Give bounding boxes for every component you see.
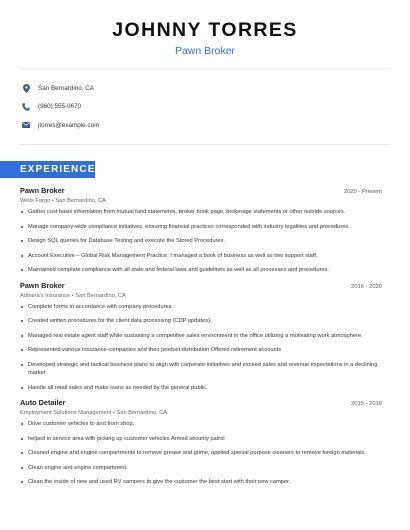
job-bullet: helped in service area with picking up customer vehicles Armed security patrol xyxy=(20,435,382,444)
contact-phone-text: (960) 555-0670 xyxy=(38,103,82,110)
job-bullet: Clean the inside of new and used RV campers to give the customer the best start with their new camper. xyxy=(20,478,382,487)
job-entry xyxy=(20,186,382,275)
job-bullet: Managed real estate agent staff while sustaining a competitive sales environment in the office utilizing a motivating work atmosphere. xyxy=(20,332,382,341)
job-bullet: Complete forms in accordance with company procedures. xyxy=(20,303,382,312)
job-title: Pawn Broker xyxy=(20,280,65,290)
job-bullet: Drive customer vehicles to and from shop. xyxy=(20,420,382,429)
job-bullets xyxy=(20,420,382,487)
envelope-icon xyxy=(22,121,30,130)
job-bullet: Account Executive – Global Risk Management Practice; I managed a book of business as well as two support staff. xyxy=(20,252,382,261)
resume-header xyxy=(0,0,410,57)
job-dates: 2016 - 2020 xyxy=(351,283,382,290)
job-bullets xyxy=(20,303,382,393)
experience-heading: EXPERIENCE xyxy=(0,161,95,178)
job-bullet: Created written procedures for the client data processing (CDP updates). xyxy=(20,317,382,326)
contact-list xyxy=(0,69,410,134)
contact-email xyxy=(20,116,410,134)
contact-divider xyxy=(20,144,390,145)
job-title: Auto Detailer xyxy=(20,398,66,407)
job-company-location: Employment Solutions Management • San Bernardino, CA xyxy=(20,410,168,416)
job-bullet: Represented various insurance companies and their product distribution Offered retirement accounts xyxy=(20,346,382,355)
experience-list xyxy=(0,186,410,487)
job-bullets xyxy=(20,208,382,275)
job-bullet: Handle all retail sales and make loans as needed by the general public. xyxy=(20,384,382,393)
contact-phone xyxy=(20,98,410,116)
job-bullet: Developed strategic and tactical business plans to align with corporate initiatives and exceed sales and revenue expectations in a declining market. xyxy=(20,361,382,378)
job-bullet: Design SQL queries for Database Testing and execute the Stored Procedures. xyxy=(20,237,382,246)
job-bullet: Gather cost basis information from mutual fund statements, broker book page, brokerage statements or other outside sources. xyxy=(20,208,382,217)
job-bullet: Clean engine and engine compartment. xyxy=(20,464,382,473)
phone-icon xyxy=(22,102,30,111)
contact-email-text: jtorres@example.com xyxy=(38,121,100,129)
location-pin-icon xyxy=(22,84,30,93)
candidate-title: Pawn Broker xyxy=(174,45,236,57)
job-bullet: Cleaned engine and engine compartments to remove grease and grime, applied special purpose cleaners to remove foreign materials. xyxy=(20,449,382,458)
contact-location xyxy=(20,79,410,97)
job-bullet: Maintained complete compliance with all state and federal laws and guidelines as well as all processes and procedures. xyxy=(20,266,382,275)
job-title: Pawn Broker xyxy=(20,186,65,195)
contact-location-text: San Bernardino, CA xyxy=(38,84,95,92)
job-dates: 2020 - Present xyxy=(343,189,382,195)
job-company-location: Adriana's Insurance • San Bernardino, CA xyxy=(20,292,126,299)
job-entry xyxy=(20,398,382,487)
job-bullet: Manage company-wide compliance initiatives, ensuring financial practices corresponded with industry legalities and procedures. xyxy=(20,223,382,232)
job-entry xyxy=(20,281,382,393)
candidate-name: JOHNNY TORRES xyxy=(112,19,298,41)
job-company-location: Wells Fargo • San Bernardino, CA xyxy=(20,198,106,204)
job-dates: 2015 - 2016 xyxy=(351,401,382,407)
